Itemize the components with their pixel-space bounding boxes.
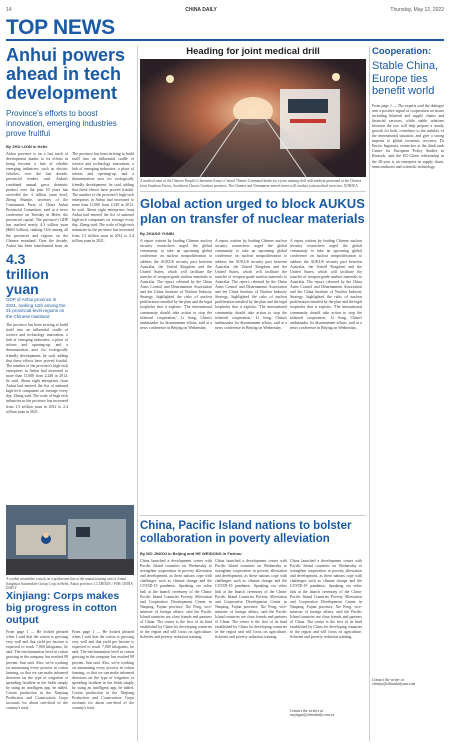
story-byline: By ZHANG YUNBI — [140, 231, 174, 237]
story-byline: By ZHU LIXIN in Hefei — [6, 144, 48, 149]
story-byline: By MO JINGXI in Beijing and HE WEIDONG in Fuzhou — [140, 551, 242, 556]
factory-illustration — [6, 505, 134, 575]
writer-contact: Contact the writers at mojingxi@chinadaily.com.cn — [290, 709, 335, 717]
page-number: 14 — [6, 7, 12, 13]
story-headline[interactable]: Global action urged to block AUKUS plan on transfer of nuclear materials — [140, 196, 365, 227]
section-title: TOP NEWS — [6, 16, 115, 39]
brand-name: CHINA DAILY — [185, 7, 217, 13]
right-story — [372, 46, 444, 686]
factory-photo-block — [6, 505, 134, 591]
key-stat-label: GDP of Anhui province in 2021, ranking 11th among the 31 provincial-level regions on the Chinese mainland — [6, 297, 66, 319]
story-body: Anhui province is on a fast track of development thanks to its efforts in being become a hub of reliable emerging industries, such as electric vehicles, over the last decade, provincial leaders said. Anhui's combined annual gross domestic product over the past 10 years has exceeded the 4 trillion yuan level, Zheng Shanjie, secretary of the Communist Party of China Anhui Provincial Committee, said at a news conference on Tuesday in Hefei, the provincial capital. The province's GDP has reached nearly 4.3 trillion yuan ($663 billion), ranking 11th among all the provinces and regions on the Chinese mainland. Over the decade, Anhui has been transformed from an — [6, 152, 68, 248]
story-body-column1: China launched a development center with Pacific Island countries on Wednesday to strengthen cooperation in poverty alleviation and development, as these nations cope with challenges such as climate change and the COVID-19 pandemic. Speaking via video link at the launch ceremony of the China-Pacific Island Countries Poverty Alleviation and Cooperative Development Center in Nanping, Fujian province, Xie Feng, vice-minister of foreign affairs, said the Pacific Island countries are close friends and partners of China. The center is the first of its kind established by China for developing countries in the region and will focus on agriculture, fisheries and poverty reduction training. — [140, 559, 212, 640]
train-tunnel-illustration — [140, 59, 366, 177]
xinjiang-story — [6, 590, 134, 747]
story-headline[interactable]: Xinjiang: Corps makes big progress in cotton output — [6, 590, 120, 626]
issue-date: Thursday, May 12, 2022 — [390, 7, 444, 13]
key-stat-value: 4.3 trillion yuan — [6, 251, 49, 297]
story-headline[interactable]: Anhui powers ahead in tech development — [6, 45, 126, 103]
left-story — [6, 46, 134, 435]
story-body-continued: The province has been striving to build itself into an influential cradle of science and technology innovation, a hub of emerging industries, a place of reform and opening-up, and a demonstration area for ecologically friendly development, he said, adding that these efforts have proved fruitful. The number of the province's high-tech enterprises in Anhui had increased to more than 11,000 from 2,249 in 2012, he said. About eight enterprises from Anhui had entered the list of national high-tech companies on average every day, Zheng said. The scale of high-tech industries in the province has increased from 1.5 trillion yuan in 2012 to 2.4 trillion yuan in 2021. — [6, 323, 68, 414]
story-body-column2: China launched a development center with Pacific Island countries on Wednesday to strengthen cooperation in poverty alleviation and development, as these nations cope with challenges such as climate change and the COVID-19 pandemic. Speaking via video link at the launch ceremony of the China-Pacific Island Countries Poverty Alleviation and Cooperative Development Center in Nanping, Fujian province, Xie Feng, vice-minister of foreign affairs, said the Pacific Island countries are close friends and partners of China. The center is the first of its kind established by China for developing countries in the region and will focus on agriculture, fisheries and poverty reduction training. — [215, 559, 287, 640]
story-body: From page 1 — The experts said the dialogue sent a positive signal of cooperation on issues including bilateral and supply chains and financial services, while stable relations between the two will help prepare a steady growth for both, contribute to the stability of the international situation, and give a strong impetus to global economic recovery. Dr Enrico Ingrassia, researcher at the think tank Centre for European Policy Studies in Brussels, said the EU-China relationship in the 20-year is an enterprise in supply chain, semiconductor and scientific technology. — [372, 103, 444, 169]
story-body-column3: A report written by leading Chinese nuclear security researchers urged the global community to take an upcoming global conference on nuclear nonproliferation to address the AUKUS security pact between Australia, the United Kingdom and the United States, which will facilitate the transfer of weapon-grade nuclear materials to Australia. The report, released by the China Arms Control and Disarmament Association and the China Institute of Nuclear Industry Strategy, highlighted the risks of nuclear proliferation entailed by the plan and the legal loopholes that it exploits. 'The international community should take action to stop the trilateral cooperation,' Li Song, China's ambassador for disarmament affairs, said at a news conference in Beijing on Wednesday. — [290, 239, 362, 330]
photo-headline[interactable]: Heading for joint medical drill — [186, 46, 320, 57]
middle-column — [140, 46, 366, 387]
story-headline[interactable]: China, Pacific Island nations to bolster collaboration in poverty alleviation — [140, 520, 352, 545]
pacific-story — [140, 515, 366, 729]
story-kicker: Cooperation: — [372, 46, 432, 57]
writer-contact: Contact the writer at chenjia@chinadailyusa.com — [372, 677, 416, 686]
story-deck: Province's efforts to boost innovation, emerging industries prove fruitful — [6, 109, 117, 138]
story-body-column1: A report written by leading Chinese nuclear security researchers urged the global community to take an upcoming global conference on nuclear nonproliferation to address the AUKUS security pact between Australia, the United Kingdom and the United States, which will facilitate the transfer of weapon-grade nuclear materials to Australia. The report, released by the China Arms Control and Disarmament Association and the China Institute of Nuclear Industry Strategy, highlighted the risks of nuclear proliferation entailed by the plan and the legal loopholes that it exploits. 'The international community should take action to stop the trilateral cooperation,' Li Song, China's ambassador for disarmament affairs, said at a news conference in Beijing on Wednesday. — [140, 239, 212, 330]
photo-caption: A medical train of the Chinese People's Liberation Army's Central Theater Command heads for a joint training drill with medical personnel at the Chinese Joint Southern Forces, Southwest China's Guizhou province. The Chinese and Vietnamese armed forces will conduct joint medical exercises. XINHUA — [140, 179, 362, 188]
train-photo — [140, 59, 366, 177]
story-body-column3: China launched a development center with Pacific Island countries on Wednesday to strengthen cooperation in poverty alleviation and development, as these nations cope with challenges such as climate change and the COVID-19 pandemic. Speaking via video link at the launch ceremony of the China-Pacific Island Countries Poverty Alleviation and Cooperative Development Center in Nanping, Fujian province, Xie Feng, vice-minister of foreign affairs, said the Pacific Island countries are close friends and partners of China. The center is the first of its kind established by China for developing countries in the region and will focus on agriculture, fisheries and poverty reduction training. — [290, 559, 362, 640]
story-body-column1: From page 1 — He looked pleased when I said that the cotton is growing very well and that yield per hectare is expected to reach 7,000 kilograms, he said. The mechanization level in cotton growing in the company has reached 98 percent, Sun said. Also, we're working on automating every process in cotton farming, so that we can make informed decisions on the type of irrigation or spreading fertilizer in the fields simply by using an intelligent app, he added. Cotton production in the Xinjiang Production and Construction Corps accounts for about one-third of the country's total. — [6, 630, 68, 711]
factory-photo — [6, 505, 134, 575]
story-body-column2: The province has been striving to build itself into an influential cradle of science and technology innovation, a hub of emerging industries, a place of reform and opening-up, and a demonstration area for ecologically friendly development, he said, adding that these efforts have proved fruitful. The number of the province's high-tech enterprises in Anhui had increased to more than 11,000 from 2,249 in 2012, he said. About eight enterprises from Anhui had entered the list of national high-tech companies on average every day, Zheng said. The scale of high-tech industries in the province has increased from 1.5 trillion yuan in 2012 to 2.4 trillion yuan in 2021. — [72, 152, 134, 243]
story-headline[interactable]: Stable China, Europe ties benefit world — [372, 60, 439, 97]
story-body-column2: A report written by leading Chinese nuclear security researchers urged the global community to take an upcoming global conference on nuclear nonproliferation to address the AUKUS security pact between Australia, the United Kingdom and the United States, which will facilitate the transfer of weapon-grade nuclear materials to Australia. The report, released by the China Arms Control and Disarmament Association and the China Institute of Nuclear Industry Strategy, highlighted the risks of nuclear proliferation entailed by the plan and the legal loopholes that it exploits. 'The international community should take action to stop the trilateral cooperation,' Li Song, China's ambassador for disarmament affairs, said at a news conference in Beijing on Wednesday. — [215, 239, 287, 330]
photo-caption: A worker assembles a truck on a production line at the manufacturing unit of Anhui Jianghuai Automobile Group Corp in Hefei, Anhui province. LI ZHIXIN / FOR CHINA DAILY — [6, 577, 133, 591]
story-body-column2: From page 1 — He looked pleased when I said that the cotton is growing very well and that yield per hectare is expected to reach 7,000 kilograms, he said. The mechanization level in cotton growing in the company has reached 98 percent, Sun said. Also, we're working on automating every process in cotton farming, so that we can make informed decisions on the type of irrigation or spreading fertilizer in the fields simply by using an intelligent app, he added. Cotton production in the Xinjiang Production and Construction Corps accounts for about one-third of the country's total. — [72, 630, 134, 711]
section-masthead — [6, 15, 444, 41]
